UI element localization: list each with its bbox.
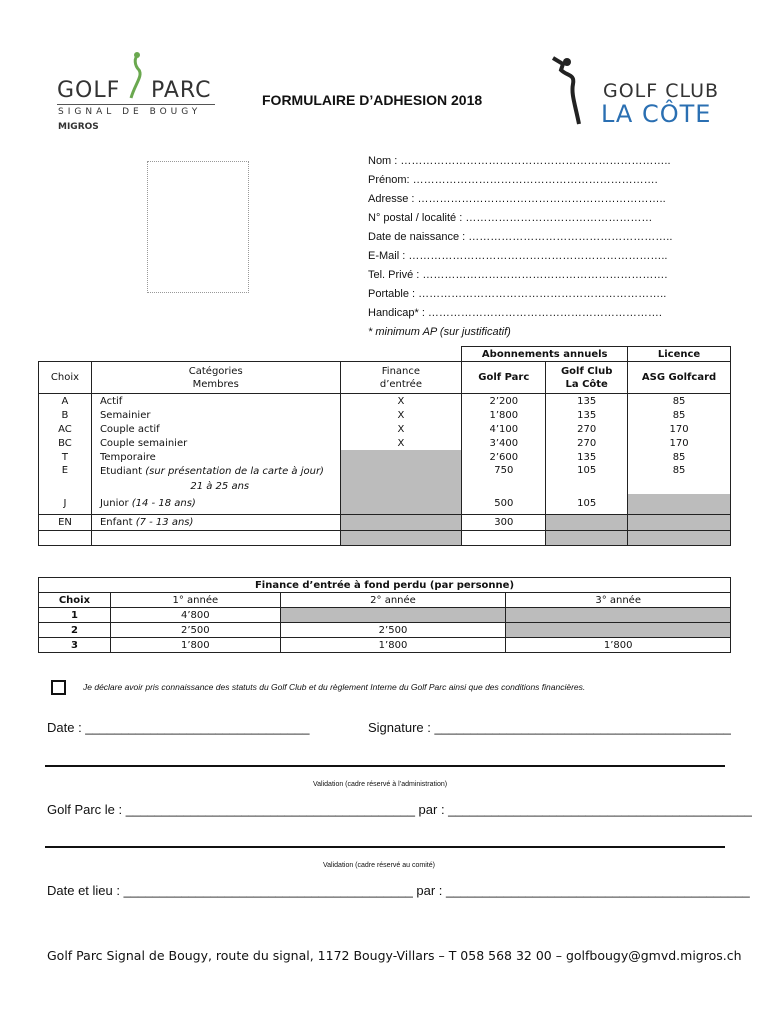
cell-asg: 85 <box>628 464 731 494</box>
cell-finance-empty <box>340 464 462 494</box>
declaration-text: Je déclare avoir pris connaissance des statuts du Golf Club et du règlement Interne du Golf Parc ainsi que des conditions financières. <box>83 682 586 692</box>
header-year-1: 1° année <box>110 593 280 608</box>
logo-parc-word: PARC <box>151 78 212 103</box>
cell-asg: 85 <box>628 408 731 422</box>
header-finance: Finance d’entrée <box>340 362 462 394</box>
cell-choix: T <box>39 450 92 464</box>
cell-asg: 85 <box>628 450 731 464</box>
table-row <box>39 494 731 514</box>
cell-asg-empty <box>628 514 731 530</box>
cell-golf-parc: 3’400 <box>462 436 546 450</box>
cell-golf-club: 270 <box>546 422 628 436</box>
category-age: 21 à 25 ans <box>190 481 250 492</box>
table-row <box>39 464 731 494</box>
cell-choix: AC <box>39 422 92 436</box>
cell-choix: E <box>39 464 92 494</box>
golf-club-logo <box>545 52 720 132</box>
table-row <box>39 394 731 409</box>
header-year-3: 3° année <box>506 593 731 608</box>
category-text: Enfant <box>99 516 136 528</box>
cell-year-2-empty <box>280 608 506 623</box>
cell-year-1: 2’500 <box>110 623 280 638</box>
cell-category <box>91 514 340 530</box>
cell-category <box>91 464 340 494</box>
category-text: Etudiant <box>99 466 146 477</box>
validation-comite-label: Validation (cadre réservé au comité) <box>323 862 435 869</box>
cell-finance: X <box>340 408 462 422</box>
cell-empty <box>340 530 462 545</box>
field-prenom[interactable]: Prénom: …………………………………………………………. <box>368 174 658 186</box>
cell-golf-club: 135 <box>546 450 628 464</box>
table-row <box>39 608 731 623</box>
entry-fee-title: Finance d’entrée à fond perdu (par personne) <box>39 578 731 593</box>
cell-year-1: 1’800 <box>110 638 280 653</box>
cell-finance-empty <box>340 450 462 464</box>
logo-golf-word: GOLF <box>57 78 121 103</box>
cell-category: Semainier <box>91 408 340 422</box>
golf-parc-validation-field[interactable]: Golf Parc le : ________________________________________ par : __________________________________________ <box>47 802 752 817</box>
cell-golf-club: 135 <box>546 408 628 422</box>
cell-year-1: 4’800 <box>110 608 280 623</box>
table-row <box>39 422 731 436</box>
category-note: (sur présentation de la carte à jour) <box>145 466 324 477</box>
cell-asg: 85 <box>628 394 731 409</box>
photo-placeholder <box>147 161 249 293</box>
cell-category: Couple semainier <box>91 436 340 450</box>
golfer-icon <box>125 52 151 102</box>
header-categories: Catégories Membres <box>91 362 340 394</box>
table-row-empty <box>39 530 731 545</box>
cell-empty <box>546 530 628 545</box>
personal-fields <box>368 152 672 342</box>
cell-category: Temporaire <box>91 450 340 464</box>
cell-golf-club: 105 <box>546 494 628 514</box>
cell-asg: 170 <box>628 436 731 450</box>
header-abonnements: Abonnements annuels <box>462 347 628 362</box>
cell-golf-parc: 4’100 <box>462 422 546 436</box>
logo-brand: MIGROS <box>58 122 99 132</box>
cell-golf-club-empty <box>546 514 628 530</box>
cell-asg: 170 <box>628 422 731 436</box>
divider <box>45 846 725 848</box>
date-field[interactable]: Date : _______________________________ <box>47 720 310 735</box>
header-licence: Licence <box>628 347 731 362</box>
header-year-2: 2° année <box>280 593 506 608</box>
cell-choix: J <box>39 494 92 514</box>
category-note: (7 - 13 ans) <box>135 516 194 528</box>
divider <box>45 765 725 767</box>
logo-la-cote: LA CÔTE <box>601 100 712 128</box>
date-lieu-field[interactable]: Date et lieu : ________________________________________ par : __________________________________________ <box>47 883 750 898</box>
field-nom[interactable]: Nom : ……………………………………………………………….. <box>368 155 671 167</box>
logo-divider <box>57 104 215 105</box>
cell-category: Actif <box>91 394 340 409</box>
golfer-silhouette-icon <box>545 54 593 126</box>
cell-golf-club: 270 <box>546 436 628 450</box>
table-row <box>39 638 731 653</box>
entry-fee-table <box>38 577 731 653</box>
cell-golf-parc: 1’800 <box>462 408 546 422</box>
cell-choix: EN <box>39 514 92 530</box>
table-row <box>39 514 731 530</box>
cell-empty <box>39 530 92 545</box>
cell-golf-club: 105 <box>546 464 628 494</box>
cell-golf-parc: 750 <box>462 464 546 494</box>
cell-year-3: 1’800 <box>506 638 731 653</box>
signature-field[interactable]: Signature : _________________________________________ <box>368 720 731 735</box>
category-text: Junior <box>99 498 132 510</box>
cell-choix: BC <box>39 436 92 450</box>
header-choix: Choix <box>39 362 92 394</box>
cell-empty <box>462 530 546 545</box>
cell-year-3-empty <box>506 623 731 638</box>
table-row <box>39 623 731 638</box>
cell-category: Couple actif <box>91 422 340 436</box>
cell-year-2: 1’800 <box>280 638 506 653</box>
membership-table <box>38 346 731 546</box>
footer-address: Golf Parc Signal de Bougy, route du signal, 1172 Bougy-Villars – T 058 568 32 00 – golfbougy@gmvd.migros.ch <box>47 948 742 963</box>
cell-choix: 2 <box>39 623 111 638</box>
cell-year-2: 2’500 <box>280 623 506 638</box>
cell-finance-empty <box>340 494 462 514</box>
table-row <box>39 436 731 450</box>
cell-empty <box>628 530 731 545</box>
field-postal[interactable]: N° postal / localité : …………………………………………… <box>368 212 653 224</box>
logo-subtitle: SIGNAL DE BOUGY <box>58 107 202 117</box>
cell-golf-parc: 2’600 <box>462 450 546 464</box>
header-golf-parc: Golf Parc <box>462 362 546 394</box>
table-row <box>39 408 731 422</box>
cell-category <box>91 494 340 514</box>
header-golf-club: Golf Club La Côte <box>546 362 628 394</box>
cell-choix: 3 <box>39 638 111 653</box>
field-handicap[interactable]: Handicap* : ………………………………………………………. <box>368 307 662 319</box>
validation-admin-label: Validation (cadre réservé à l’administration) <box>313 781 448 788</box>
cell-golf-parc: 2’200 <box>462 394 546 409</box>
cell-asg-empty <box>628 494 731 514</box>
handicap-note: * minimum AP (sur justificatif) <box>368 326 511 338</box>
field-naissance[interactable]: Date de naissance : ……………………………………………….. <box>368 231 673 243</box>
logo-golf-club: GOLF CLUB <box>603 80 720 102</box>
field-adresse[interactable]: Adresse : ………………………………………………………….. <box>368 193 666 205</box>
cell-golf-parc: 500 <box>462 494 546 514</box>
cell-finance: X <box>340 436 462 450</box>
category-note: (14 - 18 ans) <box>131 498 196 510</box>
cell-golf-parc: 300 <box>462 514 546 530</box>
field-email[interactable]: E-Mail : …………………………………………………………….. <box>368 250 668 262</box>
cell-choix: 1 <box>39 608 111 623</box>
cell-empty <box>91 530 340 545</box>
cell-finance: X <box>340 394 462 409</box>
header-asg: ASG Golfcard <box>628 362 731 394</box>
cell-golf-club: 135 <box>546 394 628 409</box>
cell-finance: X <box>340 422 462 436</box>
cell-choix: B <box>39 408 92 422</box>
cell-finance-empty <box>340 514 462 530</box>
page-title: FORMULAIRE D’ADHESION 2018 <box>262 92 483 108</box>
declaration-checkbox[interactable] <box>51 680 66 695</box>
cell-year-3-empty <box>506 608 731 623</box>
field-tel[interactable]: Tel. Privé : …………………………………………………………. <box>368 269 668 281</box>
field-portable[interactable]: Portable : ………………………………………………………….. <box>368 288 667 300</box>
cell-choix: A <box>39 394 92 409</box>
header-choix: Choix <box>39 593 111 608</box>
table-row <box>39 450 731 464</box>
golf-parc-logo <box>55 50 225 135</box>
